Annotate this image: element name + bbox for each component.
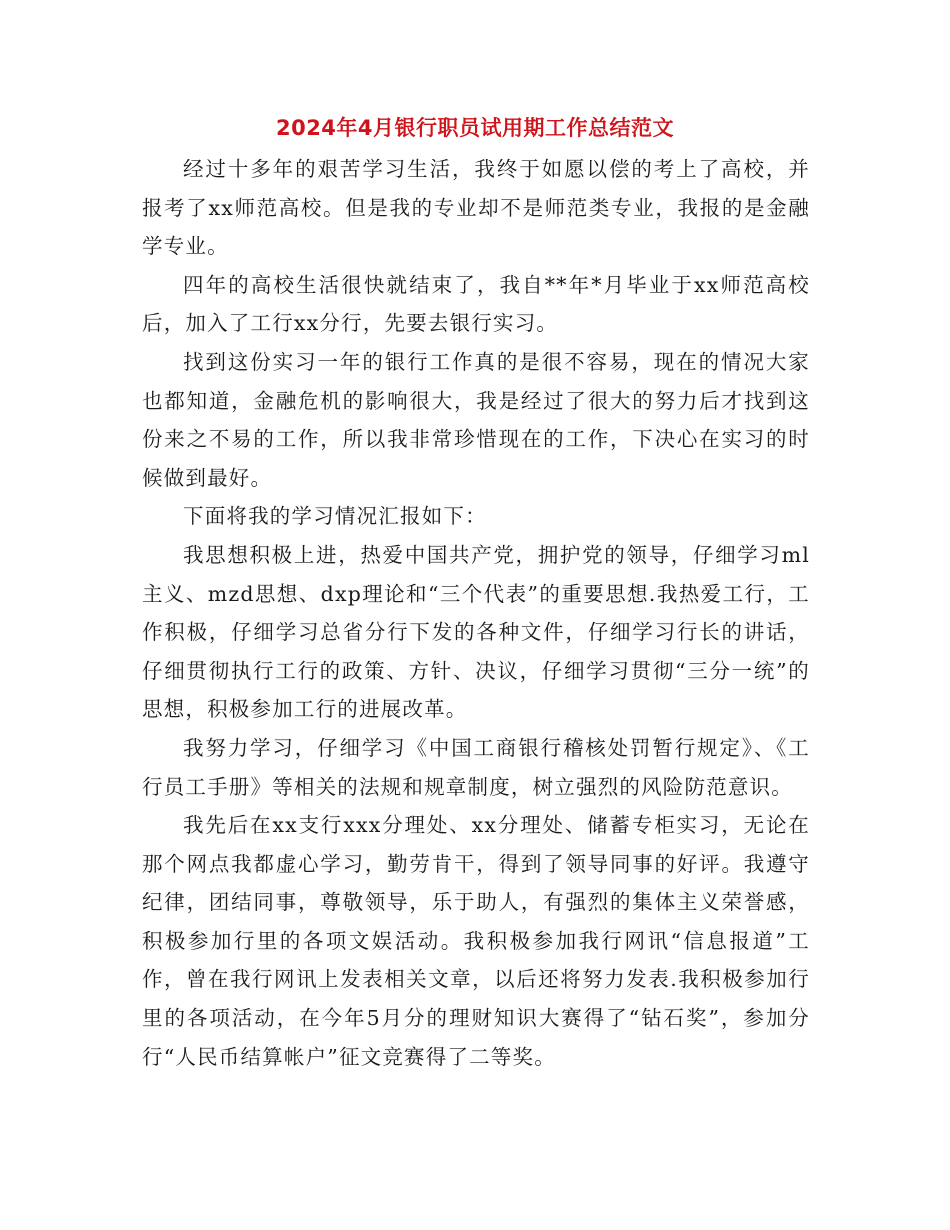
paragraph-4: 下面将我的学习情况汇报如下： xyxy=(183,504,487,529)
paragraph-6: 我努力学习，仔细学习《中国工商银行稽核处罚暂行规定》、《工行员工手册》等相关的法规和规章制度，树立强烈的风险防范意识。 xyxy=(142,735,810,799)
document-title: 2024年4月银行职员试用期工作总结范文 xyxy=(275,116,675,140)
document-body xyxy=(142,150,810,1076)
paragraph-2: 四年的高校生活很快就结束了，我自**年*月毕业于xx师范高校后，加入了工行xx分行，先要去银行实习。 xyxy=(142,272,810,336)
paragraph-7: 我先后在xx支行xxx分理处、xx分理处、储蓄专柜实习，无论在那个网点我都虚心学习，勤劳肯干，得到了领导同事的好评。我遵守纪律，团结同事，尊敬领导，乐于助人，有强烈的集体主义荣誉感，积极参加行里的各项文娱活动。我积极参加我行网讯“信息报道”工作，曾在我行网讯上发表相关文章，以后还将努力发表.我积极参加行里的各项活动，在今年5月分的理财知识大赛得了“钻石奖”，参加分行“人民币结算帐户”征文竞赛得了二等奖。 xyxy=(142,813,810,1069)
paragraph-5: 我思想积极上进，热爱中国共产党，拥护党的领导，仔细学习ml主义、mzd思想、dxp理论和“三个代表”的重要思想.我热爱工行，工作积极，仔细学习总省分行下发的各种文件，仔细学习行长的讲话，仔细贯彻执行工行的政策、方针、决议，仔细学习贯彻“三分一统”的思想，积极参加工行的进展改革。 xyxy=(142,542,810,722)
paragraph-3: 找到这份实习一年的银行工作真的是很不容易，现在的情况大家也都知道，金融危机的影响很大，我是经过了很大的努力后才找到这份来之不易的工作，所以我非常珍惜现在的工作，下决心在实习的时候做到最好。 xyxy=(142,349,810,490)
paragraph-1: 经过十多年的艰苦学习生活，我终于如愿以偿的考上了高校，并报考了xx师范高校。但是我的专业却不是师范类专业，我报的是金融学专业。 xyxy=(142,157,810,259)
